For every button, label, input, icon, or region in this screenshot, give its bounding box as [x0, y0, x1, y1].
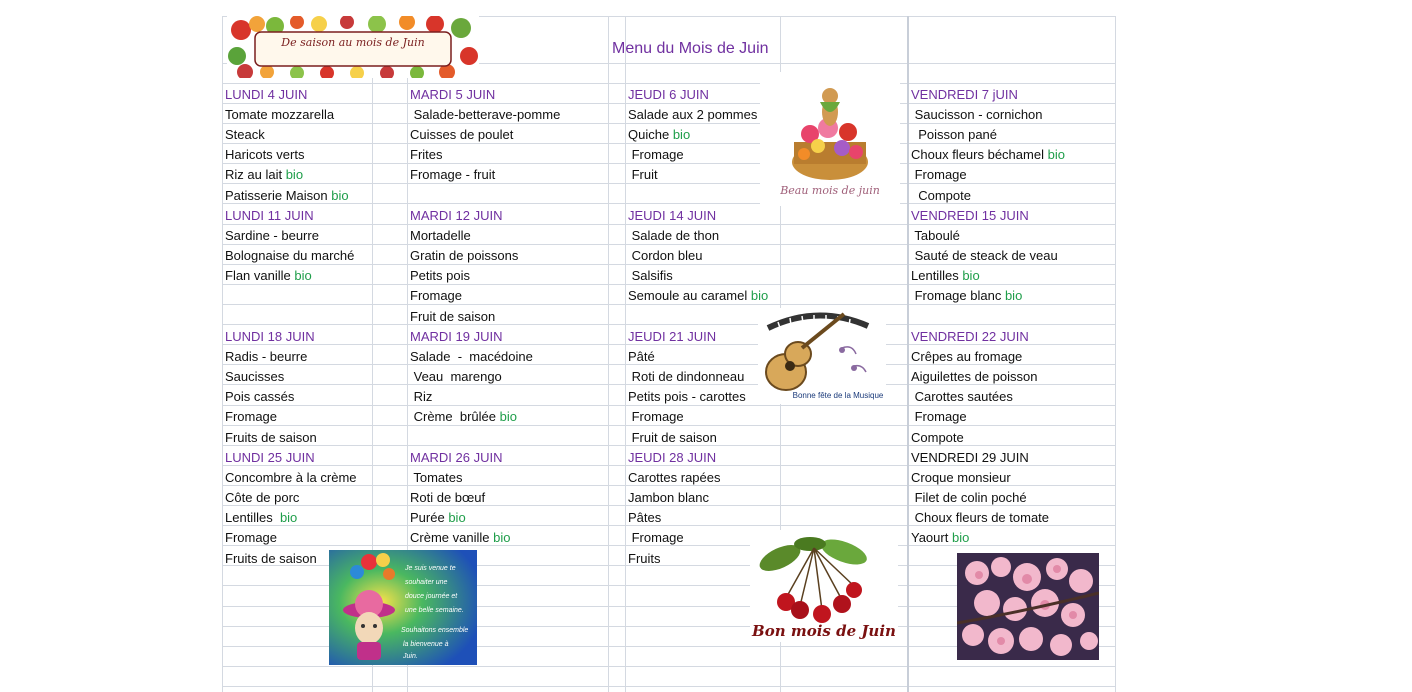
menu-item — [407, 286, 462, 306]
menu-item-label: Crêpes au fromage — [911, 349, 1023, 364]
menu-item — [908, 508, 1049, 528]
menu-item-label: Choux fleurs de tomate — [911, 510, 1050, 525]
grid-row-line — [222, 183, 1116, 184]
grid-row-line — [222, 324, 1116, 325]
menu-item — [407, 508, 466, 528]
menu-item — [222, 246, 354, 266]
menu-item — [407, 246, 518, 266]
menu-item — [407, 407, 517, 427]
menu-item-label: Salade aux 2 pommes — [628, 107, 758, 122]
menu-item — [407, 266, 470, 286]
menu-item — [908, 105, 1043, 125]
grid-column-line — [608, 16, 609, 692]
menu-item-label: Purée — [410, 510, 445, 525]
cerises-image — [750, 530, 898, 642]
bio-label: bio — [448, 510, 466, 525]
menu-item — [222, 165, 303, 185]
day-header: JEUDI 28 JUIN — [628, 450, 717, 465]
menu-item-label: Aiguilettes de poisson — [911, 369, 1038, 384]
menu-item-label: Salade - macédoine — [410, 349, 533, 364]
menu-item — [908, 266, 980, 286]
menu-item-label: Fromage — [628, 409, 684, 424]
cerises-caption: Bon mois de Juin — [752, 622, 896, 640]
menu-item-label: Crème vanille — [410, 530, 490, 545]
day-header: VENDREDI 22 JUIN — [911, 329, 1029, 344]
menu-item-label: Quiche — [628, 127, 670, 142]
menu-item — [625, 367, 744, 387]
menu-item-label: Saucisses — [225, 369, 285, 384]
menu-item — [908, 407, 967, 427]
menu-item — [222, 528, 277, 548]
menu-item-label: Veau marengo — [410, 369, 502, 384]
menu-item-label: Fromage — [225, 409, 278, 424]
menu-item-label: Fruit — [628, 167, 658, 182]
day-header: VENDREDI 7 jUIN — [911, 87, 1018, 102]
bio-label: bio — [1047, 147, 1065, 162]
menu-item — [908, 428, 964, 448]
day-header: LUNDI 4 JUIN — [225, 87, 308, 102]
menu-item — [908, 145, 1065, 165]
menu-item-label: Pâtes — [628, 510, 662, 525]
menu-item-label: Côte de porc — [225, 490, 300, 505]
menu-item — [407, 468, 463, 488]
banner-image — [227, 16, 479, 78]
day-header: MARDI 12 JUIN — [410, 208, 503, 223]
grid-column-line — [1115, 16, 1116, 692]
menu-item-label: Concombre à la crème — [225, 470, 357, 485]
day-header: LUNDI 25 JUIN — [225, 450, 315, 465]
menu-item — [407, 105, 560, 125]
menu-item — [908, 347, 1022, 367]
day-header: VENDREDI 15 JUIN — [911, 208, 1029, 223]
menu-item — [625, 468, 721, 488]
menu-item-label: Fromage — [911, 409, 967, 424]
grid-row-line — [222, 686, 1116, 687]
bio-label: bio — [1004, 288, 1023, 303]
menu-item-label: Fromage — [225, 530, 278, 545]
menu-item-label: Crème brûlée — [410, 409, 496, 424]
menu-item-label: Fruit de saison — [628, 430, 717, 445]
bienvenue-juin-card — [329, 550, 477, 665]
menu-item — [908, 165, 967, 185]
menu-item — [625, 165, 658, 185]
day-header: JEUDI 14 JUIN — [628, 208, 717, 223]
menu-item-label: Cuisses de poulet — [410, 127, 514, 142]
grid-row-line — [222, 666, 1116, 667]
menu-item-label: Sauté de steack de veau — [911, 248, 1058, 263]
svg-text:une belle semaine.: une belle semaine. — [405, 607, 464, 614]
menu-item-label: Salade-betterave-pomme — [410, 107, 561, 122]
menu-item — [222, 145, 304, 165]
menu-item-label: Flan vanille — [225, 268, 291, 283]
menu-item-label: Riz — [410, 389, 433, 404]
menu-item — [625, 266, 673, 286]
menu-item-label: Fromage — [410, 288, 463, 303]
menu-item — [908, 286, 1022, 306]
menu-item — [625, 488, 709, 508]
menu-item — [222, 105, 334, 125]
menu-item — [908, 246, 1058, 266]
menu-item-label: Riz au lait — [225, 167, 283, 182]
menu-item — [625, 407, 684, 427]
grid-row-line — [222, 203, 1116, 204]
menu-item — [625, 105, 757, 125]
menu-item — [908, 367, 1037, 387]
bio-label: bio — [493, 530, 511, 545]
menu-title: Menu du Mois de Juin — [612, 40, 769, 57]
menu-item-label: Taboulé — [911, 228, 960, 243]
beau-mois-image — [760, 72, 900, 206]
menu-item — [625, 387, 746, 407]
menu-item — [908, 387, 1013, 407]
bio-label: bio — [279, 510, 298, 525]
menu-item-label: Gratin de poissons — [410, 248, 519, 263]
menu-item-label: Fromage — [628, 147, 684, 162]
menu-item — [908, 125, 997, 145]
day-header: MARDI 26 JUIN — [410, 450, 503, 465]
menu-item — [908, 186, 971, 206]
menu-item-label: Lentilles — [911, 268, 959, 283]
menu-item-label: Jambon blanc — [628, 490, 709, 505]
menu-item — [407, 367, 502, 387]
menu-item-label: Carottes sautées — [911, 389, 1013, 404]
menu-item — [407, 165, 495, 185]
menu-item-label: Fruits de saison — [225, 551, 317, 566]
menu-item — [222, 367, 284, 387]
menu-item — [625, 428, 717, 448]
svg-text:Je suis venue te: Je suis venue te — [405, 565, 456, 572]
menu-item — [908, 468, 1011, 488]
day-header: JEUDI 21 JUIN — [628, 329, 717, 344]
bio-label: bio — [962, 268, 980, 283]
menu-item-label: Steack — [225, 127, 265, 142]
day-header: LUNDI 18 JUIN — [225, 329, 315, 344]
menu-item-label: Pois cassés — [225, 389, 295, 404]
menu-item — [222, 387, 294, 407]
menu-item-label: Carottes rapées — [628, 470, 721, 485]
menu-item — [407, 347, 533, 367]
day-header: MARDI 5 JUIN — [410, 87, 496, 102]
menu-item — [222, 468, 357, 488]
menu-item-label: Mortadelle — [410, 228, 471, 243]
bio-label: bio — [294, 268, 312, 283]
menu-item — [222, 508, 297, 528]
bio-label: bio — [285, 167, 304, 182]
menu-item-label: Bolognaise du marché — [225, 248, 355, 263]
day-header: VENDREDI 29 JUIN — [911, 450, 1029, 465]
menu-item — [407, 145, 443, 165]
menu-item-label: Filet de colin poché — [911, 490, 1027, 505]
menu-item — [908, 488, 1027, 508]
bio-label: bio — [331, 188, 349, 203]
menu-item-label: Pâté — [628, 349, 655, 364]
menu-item — [625, 528, 684, 548]
menu-item — [222, 347, 307, 367]
menu-item — [625, 347, 655, 367]
menu-item — [407, 125, 513, 145]
day-header: MARDI 19 JUIN — [410, 329, 503, 344]
fete-musique-image — [758, 308, 886, 404]
fete-musique-caption: Bonne fête de la Musique — [792, 391, 884, 400]
fleurs-cerisier-image — [957, 553, 1099, 660]
menu-item — [625, 286, 768, 306]
menu-item — [222, 549, 317, 569]
menu-item-label: Compote — [911, 430, 964, 445]
menu-item — [222, 266, 312, 286]
menu-item-label: Patisserie Maison — [225, 188, 328, 203]
menu-item-label: Lentilles — [225, 510, 277, 525]
menu-item — [222, 125, 265, 145]
menu-item-label: Petits pois - carottes — [628, 389, 746, 404]
menu-item — [625, 508, 661, 528]
menu-sheet — [222, 16, 1116, 692]
menu-item — [222, 428, 317, 448]
menu-item-label: Roti de bœuf — [410, 490, 486, 505]
menu-item-label: Yaourt — [911, 530, 949, 545]
menu-item — [625, 226, 719, 246]
menu-item — [222, 226, 319, 246]
bio-label: bio — [499, 409, 517, 424]
menu-item — [222, 407, 277, 427]
menu-item-label: Saucisson - cornichon — [911, 107, 1043, 122]
menu-item-label: Cordon bleu — [628, 248, 703, 263]
menu-item — [625, 145, 684, 165]
bio-label: bio — [951, 530, 970, 545]
svg-text:la bienvenue à: la bienvenue à — [403, 641, 449, 648]
menu-item-label: Salade de thon — [628, 228, 720, 243]
bio-label: bio — [672, 127, 691, 142]
menu-item-label: Fruits de saison — [225, 430, 317, 445]
menu-item — [407, 488, 485, 508]
day-header: LUNDI 11 JUIN — [225, 208, 314, 223]
menu-item-label: Fruit de saison — [410, 309, 496, 324]
menu-item — [908, 528, 969, 548]
svg-text:souhaiter une: souhaiter une — [405, 579, 448, 586]
menu-item-label: Semoule au caramel — [628, 288, 748, 303]
beau-mois-caption: Beau mois de juin — [780, 184, 880, 197]
menu-item-label: Radis - beurre — [225, 349, 308, 364]
menu-item-label: Tomates — [410, 470, 463, 485]
menu-item — [625, 549, 661, 569]
menu-item-label: Frites — [410, 147, 443, 162]
svg-text:douce journée et: douce journée et — [405, 593, 458, 600]
menu-item — [407, 528, 510, 548]
grid-row-line — [222, 83, 1116, 84]
menu-item — [222, 186, 349, 206]
menu-item-label: Salsifis — [628, 268, 673, 283]
bio-label: bio — [750, 288, 769, 303]
menu-item-label: Fromage — [628, 530, 684, 545]
menu-item-label: Compote — [911, 188, 971, 203]
menu-item-label: Croque monsieur — [911, 470, 1011, 485]
menu-item-label: Fromage — [911, 167, 967, 182]
menu-item-label: Choux fleurs béchamel — [911, 147, 1044, 162]
menu-item-label: Fruits — [628, 551, 661, 566]
menu-item-label: Petits pois — [410, 268, 470, 283]
menu-item-label: Haricots verts — [225, 147, 305, 162]
menu-item — [407, 387, 432, 407]
menu-item — [908, 226, 960, 246]
menu-item — [625, 246, 702, 266]
menu-item-label: Poisson pané — [911, 127, 998, 142]
menu-item-label: Tomate mozzarella — [225, 107, 335, 122]
menu-item — [407, 226, 471, 246]
svg-text:Juin.: Juin. — [403, 653, 418, 660]
day-header: JEUDI 6 JUIN — [628, 87, 709, 102]
menu-item-label: Fromage - fruit — [410, 167, 496, 182]
menu-item — [407, 307, 495, 327]
menu-item-label: Sardine - beurre — [225, 228, 319, 243]
menu-item-label: Fromage blanc — [911, 288, 1002, 303]
menu-item — [222, 488, 299, 508]
menu-item-label: Roti de dindonneau — [628, 369, 745, 384]
svg-text:Souhaitons ensemble: Souhaitons ensemble — [401, 627, 469, 634]
menu-item — [625, 125, 690, 145]
banner-text: De saison au mois de Juin — [281, 36, 425, 49]
